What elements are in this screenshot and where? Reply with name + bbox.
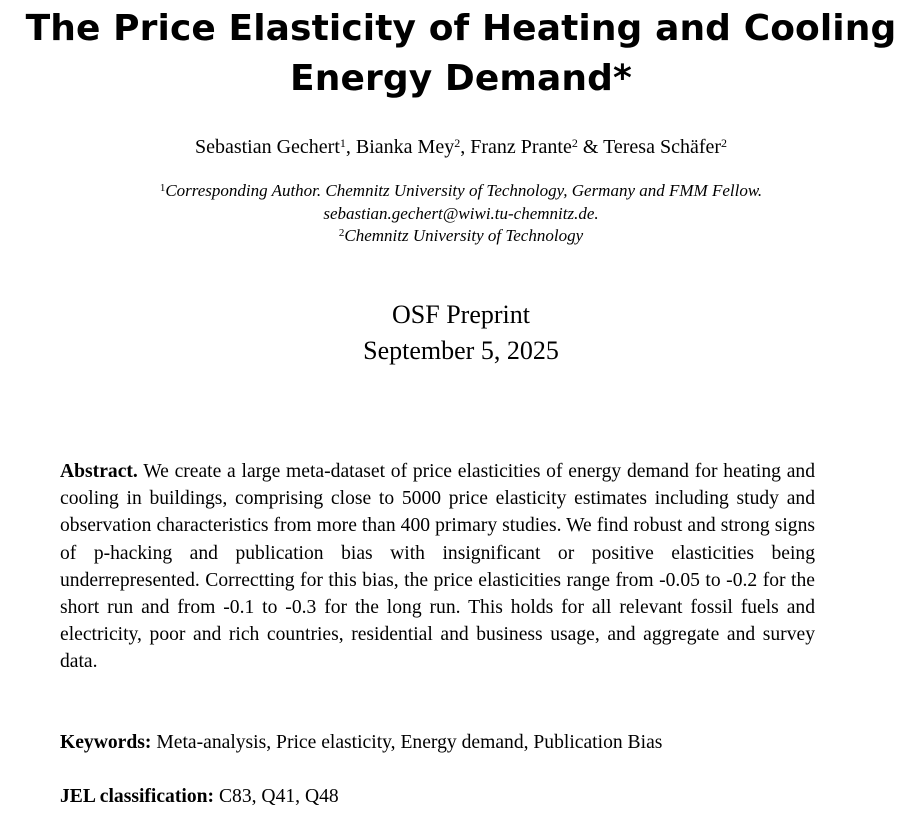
abstract xyxy=(60,458,815,676)
corresponding-email: sebastian.gechert@wiwi.tu-chemnitz.de. xyxy=(323,203,599,223)
author-name: Sebastian Gechert xyxy=(194,136,340,158)
author-list xyxy=(0,134,922,160)
affiliation-mark: 2 xyxy=(338,227,345,239)
venue-label: OSF Preprint xyxy=(392,300,530,329)
venue-block xyxy=(0,297,922,369)
author-name: Bianka Mey xyxy=(355,136,455,158)
affiliation-text: Corresponding Author. Chemnitz University of Technology, Germany and FMM Fellow. xyxy=(165,181,763,200)
author-affiliation-mark: 1 xyxy=(339,136,346,150)
author-affiliation-mark: 2 xyxy=(571,136,578,150)
jel-text: C83, Q41, Q48 xyxy=(218,786,339,807)
author-name: Teresa Schäfer xyxy=(603,136,722,158)
publication-date: September 5, 2025 xyxy=(363,336,559,365)
author-affiliation-mark: 2 xyxy=(721,136,728,150)
author-separator: , xyxy=(460,136,471,158)
keywords xyxy=(60,729,860,756)
affiliation-1 xyxy=(0,180,922,203)
affiliation-text: Chemnitz University of Technology xyxy=(344,226,584,245)
jel-label: JEL classification: xyxy=(60,786,215,807)
affiliation-mark: 1 xyxy=(159,182,166,194)
affiliations xyxy=(0,180,922,248)
abstract-text: We create a large meta-dataset of price elasticities of energy demand for heating and cooling in buildings, comprising close to 5000 price elasticity estimates including study and observation characteristics from more than 400 primary studies. We find robust and strong signs of p-hacking and publication bias with insignificant or positive elasticities being underrepresented. Correctting for this bias, the price elasticities range from -0.05 to -0.2 for the short run and from -0.1 to -0.3 for the long run. This holds for all relevant fossil fuels and electricity, poor and rich countries, residential and business usage, and aggregate and survey data. xyxy=(60,461,815,673)
author-name: Franz Prante xyxy=(470,136,572,158)
jel-classification xyxy=(60,783,860,810)
abstract-label: Abstract. xyxy=(60,461,138,482)
author-separator: , xyxy=(345,136,356,158)
author-affiliation-mark: 2 xyxy=(454,136,461,150)
affiliation-2 xyxy=(0,225,922,248)
author-separator: & xyxy=(577,136,604,158)
paper-title: The Price Elasticity of Heating and Cooling Energy Demand* xyxy=(25,8,897,99)
keywords-label: Keywords: xyxy=(60,732,152,753)
keywords-text: Meta-analysis, Price elasticity, Energy demand, Publication Bias xyxy=(156,732,663,753)
